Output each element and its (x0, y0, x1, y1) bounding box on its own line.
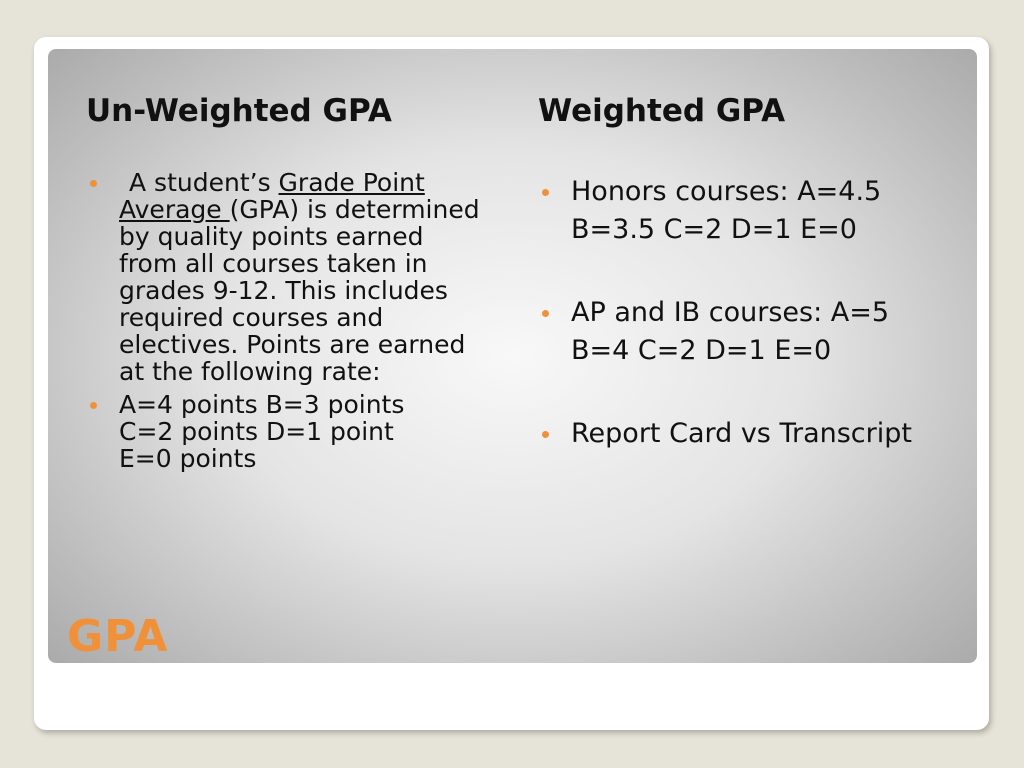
bullet-dot-icon (542, 431, 549, 438)
bullet-line: Report Card vs Transcript (571, 418, 912, 449)
bullet-dot-icon (542, 310, 549, 317)
grade-point-average-term: Grade Point Average (119, 168, 425, 224)
bullet-line: B=3.5 C=2 D=1 E=0 (571, 214, 857, 245)
left-column-heading: Un-Weighted GPA (86, 93, 392, 129)
bullet-dot-icon (542, 189, 549, 196)
right-bullet-list (539, 173, 969, 453)
list-item (539, 415, 969, 453)
slide-panel (48, 49, 977, 663)
right-column-heading: Weighted GPA (538, 93, 786, 129)
bullet-text: (GPA) is determined by quality points earned from all courses taken in grades 9-12. This includes required courses and electives. Points are earned at the following rate: (119, 195, 480, 386)
slide-title: GPA (67, 611, 169, 662)
bullet-line: AP and IB courses: A=5 (571, 297, 890, 328)
bullet-line: C=2 points D=1 point (119, 417, 394, 446)
list-item (87, 391, 487, 472)
bullet-line: Honors courses: A=4.5 (571, 176, 882, 207)
list-item (87, 169, 487, 385)
list-item (539, 294, 969, 370)
bullet-line: B=4 C=2 D=1 E=0 (571, 335, 832, 366)
bullet-line: A=4 points B=3 points (119, 390, 405, 419)
left-bullet-list (87, 169, 487, 478)
bullet-text: A student’s (129, 168, 279, 197)
bullet-line: E=0 points (119, 444, 257, 473)
bullet-dot-icon (90, 402, 97, 409)
list-item (539, 173, 969, 249)
bullet-dot-icon (90, 180, 97, 187)
